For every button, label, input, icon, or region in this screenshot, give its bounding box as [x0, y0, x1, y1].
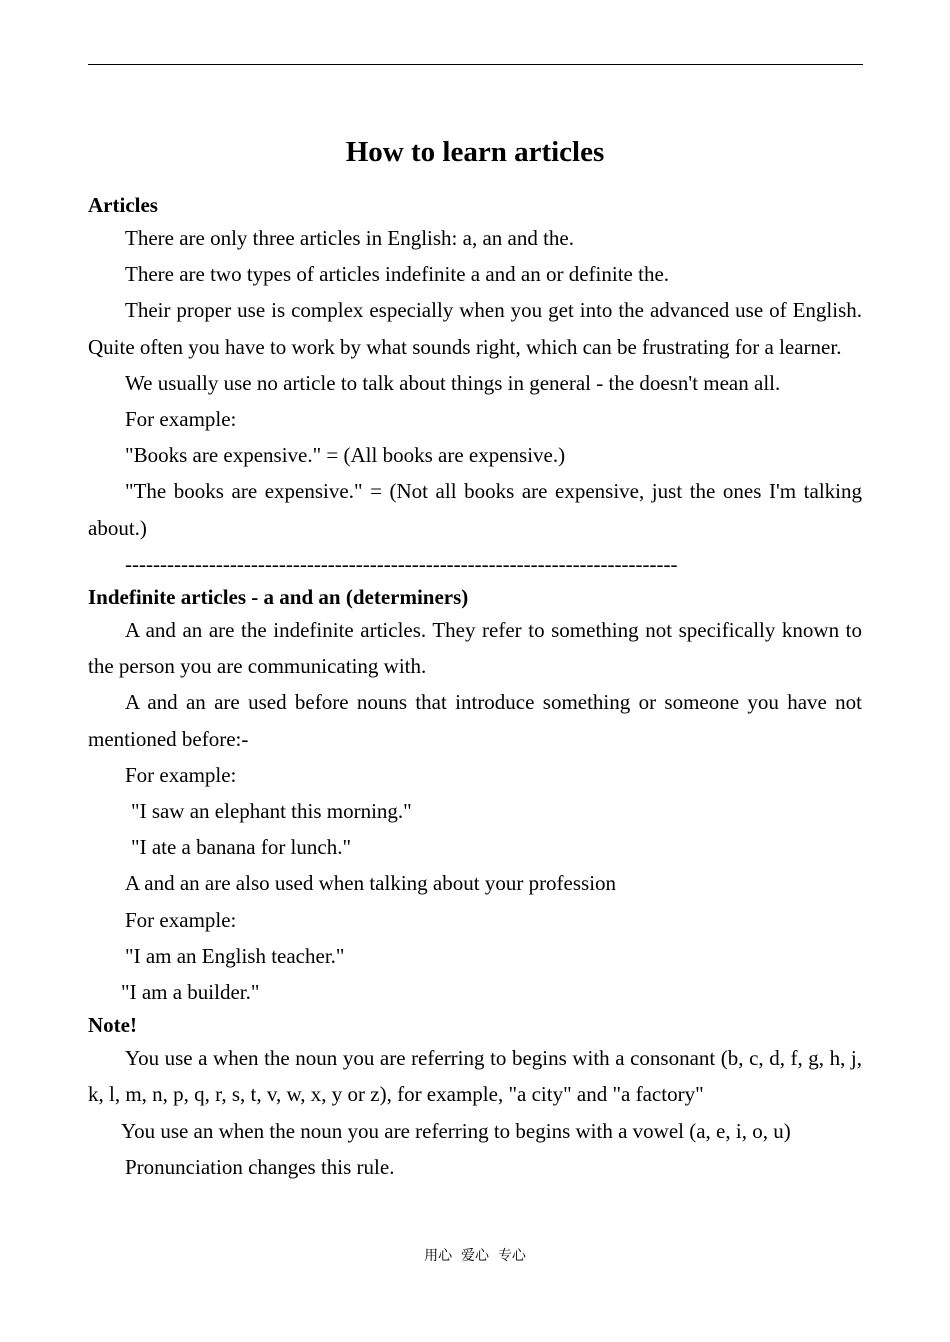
- paragraph: There are only three articles in English: a, an and the.: [125, 226, 574, 250]
- paragraph: We usually use no article to talk about things in general - the doesn't mean all.: [125, 370, 781, 395]
- section-articles: [88, 190, 862, 582]
- paragraph: A and an are also used when talking about your profession: [125, 871, 617, 896]
- paragraph: For example:: [125, 762, 237, 787]
- paragraph: You use an when the noun you are referring to begins with a vowel (a, e, i, o, u): [121, 1118, 791, 1143]
- page-footer: 用心 爱心 专心: [424, 1248, 526, 1264]
- header-rule: [88, 64, 863, 65]
- paragraph: A and an are used before nouns that introduce something or someone you have not mentioned before:-: [88, 690, 862, 751]
- section-indefinite-articles: [88, 582, 862, 1010]
- paragraph: You use a when the noun you are referring to begins with a consonant (b, c, d, f, g, h, j, k, l, m, n, p, q, r, s, t, v, w, x, y or z), for example, "a city" and "a factory": [88, 1046, 862, 1107]
- paragraph: Pronunciation changes this rule.: [125, 1154, 395, 1179]
- document-title: How to learn articles: [345, 136, 605, 168]
- example-sentence: "I am a builder.": [121, 980, 260, 1005]
- section-heading-note: Note!: [88, 1013, 137, 1038]
- paragraph: For example:: [125, 407, 237, 432]
- dashed-separator: -------------------------------------------------------------------------------: [125, 551, 678, 576]
- paragraph: There are two types of articles indefinite a and an or definite the.: [125, 262, 670, 287]
- section-heading-articles: Articles: [88, 193, 158, 217]
- paragraph: Their proper use is complex especially when you get into the advanced use of English. Quite often you have to work by what sounds right, which can be frustrating for a learner.: [88, 298, 862, 359]
- section-note: [88, 1010, 862, 1185]
- document-body: [88, 132, 862, 1185]
- example-sentence: "I am an English teacher.": [125, 943, 345, 968]
- paragraph: For example:: [125, 907, 237, 932]
- example-sentence: "I saw an elephant this morning.": [131, 799, 412, 824]
- example-sentence: "The books are expensive." = (Not all books are expensive, just the ones I'm talking about.): [88, 479, 862, 540]
- section-heading-indefinite: Indefinite articles - a and an (determiners): [88, 585, 469, 610]
- paragraph: A and an are the indefinite articles. They refer to something not specifically known to the person you are communicating with.: [88, 618, 862, 679]
- example-sentence: "Books are expensive." = (All books are expensive.): [125, 443, 566, 468]
- example-sentence: "I ate a banana for lunch.": [131, 835, 352, 860]
